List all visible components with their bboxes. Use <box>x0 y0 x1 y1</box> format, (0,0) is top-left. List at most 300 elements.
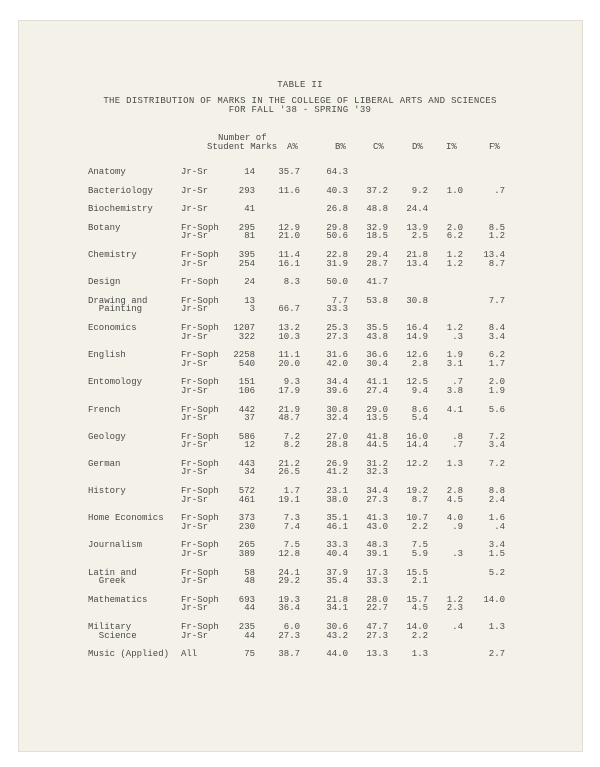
cell-i: 2.0 <box>446 222 463 233</box>
cell-f: 5.2 <box>488 567 505 578</box>
cell-b: 28.8 <box>326 440 348 451</box>
subject-name: Chemistry <box>88 249 137 260</box>
subject-group <box>0 487 600 504</box>
subject-name: French <box>88 404 121 415</box>
cell-i: .3 <box>452 331 463 342</box>
cell-b: 40.4 <box>326 549 348 560</box>
cell-c: 33.3 <box>366 576 388 587</box>
cell-a: 12.9 <box>278 222 300 233</box>
subject-group <box>0 650 600 659</box>
table-label: TABLE II <box>277 80 323 90</box>
cell-a: 20.0 <box>278 358 300 369</box>
cell-num: 295 <box>238 222 255 233</box>
table-row <box>0 205 600 214</box>
cell-b: 40.3 <box>326 185 348 196</box>
cell-i: 1.2 <box>446 322 463 333</box>
cell-c: 27.3 <box>366 494 388 505</box>
cell-num: 81 <box>244 231 255 242</box>
cell-a: 6.0 <box>283 622 300 632</box>
cell-a: 19.3 <box>278 594 300 605</box>
cell-d: 15.5 <box>406 567 428 578</box>
cell-b: 34.1 <box>326 603 348 614</box>
cell-class: Fr-Soph <box>181 322 219 333</box>
cell-d: 9.2 <box>411 185 428 196</box>
cell-a: 36.4 <box>278 603 300 614</box>
header-a: A% <box>287 142 298 152</box>
cell-c: 31.2 <box>366 458 388 469</box>
header-d: D% <box>412 142 423 152</box>
cell-f: 7.2 <box>488 458 505 469</box>
cell-b: 30.8 <box>326 404 348 415</box>
cell-f: 8.8 <box>488 486 505 497</box>
cell-d: 2.2 <box>411 630 428 641</box>
subject-group <box>0 187 600 196</box>
cell-class: Fr-Soph <box>181 513 219 524</box>
subject-group <box>0 324 600 341</box>
cell-b: 31.9 <box>326 258 348 269</box>
cell-c: 28.7 <box>366 258 388 269</box>
cell-b: 25.3 <box>326 322 348 333</box>
cell-class: Jr-Sr <box>181 467 209 478</box>
subject-group <box>0 623 600 640</box>
cell-class: Jr-Sr <box>181 494 209 505</box>
cell-num: 322 <box>238 331 255 342</box>
cell-d: 5.9 <box>411 549 428 560</box>
cell-b: 35.4 <box>326 576 348 587</box>
table-row <box>0 351 600 360</box>
cell-a: 21.0 <box>278 231 300 242</box>
cell-class: Jr-Sr <box>181 331 209 342</box>
cell-c: 13.5 <box>366 413 388 424</box>
cell-b: 21.8 <box>326 594 348 605</box>
cell-a: 8.3 <box>283 277 300 288</box>
cell-a: 8.2 <box>283 440 300 451</box>
cell-d: 21.8 <box>406 249 428 260</box>
cell-c: 29.4 <box>366 249 388 260</box>
cell-b: 35.1 <box>326 513 348 524</box>
cell-num: 265 <box>238 540 255 551</box>
table-row <box>0 360 600 369</box>
subject-group <box>0 541 600 558</box>
cell-c: 32.3 <box>366 467 388 478</box>
cell-class: Jr-Sr <box>181 549 209 560</box>
table-row <box>0 260 600 269</box>
cell-b: 7.7 <box>331 295 348 306</box>
table-row <box>0 460 600 469</box>
subject-name: Music (Applied) <box>88 649 170 660</box>
cell-class: Jr-Sr <box>181 167 209 177</box>
subject-name: Painting <box>88 304 143 315</box>
cell-num: 58 <box>244 567 255 578</box>
cell-d: 9.4 <box>411 385 428 396</box>
cell-c: 22.7 <box>366 603 388 614</box>
subject-group <box>0 514 600 531</box>
cell-c: 43.0 <box>366 521 388 532</box>
cell-a: 7.3 <box>283 513 300 524</box>
cell-f: 2.7 <box>488 649 505 660</box>
cell-i: 3.1 <box>446 358 463 369</box>
cell-b: 39.6 <box>326 385 348 396</box>
cell-class: Fr-Soph <box>181 249 219 260</box>
cell-num: 442 <box>238 404 255 415</box>
subject-group <box>0 460 600 477</box>
cell-a: 38.7 <box>278 649 300 660</box>
cell-class: Jr-Sr <box>181 440 209 451</box>
cell-class: Fr-Soph <box>181 222 219 233</box>
table-row <box>0 577 600 586</box>
cell-a: 26.5 <box>278 467 300 478</box>
cell-d: 2.2 <box>411 521 428 532</box>
cell-a: 11.6 <box>278 185 300 196</box>
cell-c: 41.7 <box>366 277 388 288</box>
cell-num: 693 <box>238 594 255 605</box>
cell-class: Jr-Sr <box>181 231 209 242</box>
table-title-line2: FOR FALL '38 - SPRING '39 <box>228 105 372 115</box>
cell-c: 30.4 <box>366 358 388 369</box>
cell-i: 1.2 <box>446 258 463 269</box>
cell-c: 48.3 <box>366 540 388 551</box>
cell-a: 66.7 <box>278 304 300 315</box>
cell-class: Jr-Sr <box>181 413 209 424</box>
cell-f: 8.4 <box>488 322 505 333</box>
cell-class: Jr-Sr <box>181 185 209 196</box>
cell-i: .9 <box>452 521 463 532</box>
subject-name: Economics <box>88 322 137 333</box>
cell-num: 75 <box>244 649 255 660</box>
subject-name: Entomology <box>88 377 143 388</box>
cell-d: 14.0 <box>406 622 428 632</box>
cell-num: 461 <box>238 494 255 505</box>
cell-d: 8.7 <box>411 494 428 505</box>
cell-c: 39.1 <box>366 549 388 560</box>
cell-b: 27.3 <box>326 331 348 342</box>
cell-num: 395 <box>238 249 255 260</box>
subject-group <box>0 297 600 314</box>
cell-class: Jr-Sr <box>181 258 209 269</box>
cell-a: 21.9 <box>278 404 300 415</box>
table-row <box>0 523 600 532</box>
cell-class: Fr-Soph <box>181 295 219 306</box>
cell-i: .7 <box>452 377 463 388</box>
cell-a: 1.7 <box>283 486 300 497</box>
cell-class: Fr-Soph <box>181 567 219 578</box>
cell-a: 35.7 <box>278 167 300 177</box>
cell-d: 2.1 <box>411 576 428 587</box>
cell-b: 30.6 <box>326 622 348 632</box>
cell-num: 572 <box>238 486 255 497</box>
cell-num: 44 <box>244 630 255 641</box>
cell-f: 3.4 <box>488 440 505 451</box>
table-row <box>0 433 600 442</box>
cell-num: 24 <box>244 277 255 288</box>
header-b: B% <box>335 142 346 152</box>
cell-d: 12.2 <box>406 458 428 469</box>
cell-class: Fr-Soph <box>181 350 219 361</box>
subject-name: Design <box>88 277 121 288</box>
subject-name: Military <box>88 622 132 632</box>
cell-f: 1.5 <box>488 549 505 560</box>
subject-group <box>0 351 600 368</box>
cell-a: 7.2 <box>283 431 300 442</box>
cell-i: 1.2 <box>446 249 463 260</box>
header-f: F% <box>489 142 500 152</box>
subject-name: Journalism <box>88 540 143 551</box>
cell-f: 2.0 <box>488 377 505 388</box>
cell-class: Jr-Sr <box>181 576 209 587</box>
cell-d: 1.3 <box>411 649 428 660</box>
cell-class: Fr-Soph <box>181 458 219 469</box>
table-row <box>0 333 600 342</box>
subject-name: History <box>88 486 126 497</box>
cell-class: Jr-Sr <box>181 304 209 315</box>
cell-i: 2.8 <box>446 486 463 497</box>
cell-num: 48 <box>244 576 255 587</box>
cell-c: 36.6 <box>366 350 388 361</box>
marks-table <box>0 168 600 669</box>
cell-i: 1.2 <box>446 594 463 605</box>
cell-class: Fr-Soph <box>181 540 219 551</box>
table-row <box>0 187 600 196</box>
cell-d: 15.7 <box>406 594 428 605</box>
cell-i: 6.2 <box>446 231 463 242</box>
cell-d: 10.7 <box>406 513 428 524</box>
cell-class: Jr-Sr <box>181 358 209 369</box>
table-row <box>0 541 600 550</box>
subject-group <box>0 278 600 287</box>
subject-name: English <box>88 350 126 361</box>
cell-num: 389 <box>238 549 255 560</box>
table-row <box>0 596 600 605</box>
subject-name: Biochemistry <box>88 204 153 215</box>
cell-a: 17.9 <box>278 385 300 396</box>
cell-d: 13.9 <box>406 222 428 233</box>
cell-a: 29.2 <box>278 576 300 587</box>
cell-c: 18.5 <box>366 231 388 242</box>
cell-b: 43.2 <box>326 630 348 641</box>
cell-c: 29.0 <box>366 404 388 415</box>
cell-num: 540 <box>238 358 255 369</box>
cell-c: 48.8 <box>366 204 388 215</box>
cell-i: 4.0 <box>446 513 463 524</box>
cell-d: 16.4 <box>406 322 428 333</box>
cell-i: 2.3 <box>446 603 463 614</box>
cell-num: 106 <box>238 385 255 396</box>
cell-f: 1.2 <box>488 231 505 242</box>
cell-d: 8.6 <box>411 404 428 415</box>
table-row <box>0 278 600 287</box>
cell-f: 8.7 <box>488 258 505 269</box>
cell-f: 7.7 <box>488 295 505 306</box>
cell-b: 29.8 <box>326 222 348 233</box>
cell-b: 34.4 <box>326 377 348 388</box>
cell-class: Jr-Sr <box>181 385 209 396</box>
cell-b: 32.4 <box>326 413 348 424</box>
cell-c: 27.4 <box>366 385 388 396</box>
cell-a: 21.2 <box>278 458 300 469</box>
cell-f: 13.4 <box>483 249 505 260</box>
cell-f: 1.9 <box>488 385 505 396</box>
cell-num: 443 <box>238 458 255 469</box>
cell-d: 24.4 <box>406 204 428 215</box>
cell-b: 42.0 <box>326 358 348 369</box>
cell-f: 1.6 <box>488 513 505 524</box>
cell-c: 17.3 <box>366 567 388 578</box>
cell-num: 254 <box>238 258 255 269</box>
table-row <box>0 414 600 423</box>
table-row <box>0 650 600 659</box>
cell-i: 4.1 <box>446 404 463 415</box>
table-row <box>0 232 600 241</box>
cell-class: Fr-Soph <box>181 622 219 632</box>
cell-f: 1.3 <box>488 622 505 632</box>
cell-num: 13 <box>244 295 255 306</box>
cell-d: 2.8 <box>411 358 428 369</box>
cell-i: 1.3 <box>446 458 463 469</box>
subject-name: Drawing and <box>88 295 148 306</box>
cell-class: Jr-Sr <box>181 630 209 641</box>
cell-a: 19.1 <box>278 494 300 505</box>
cell-d: 7.5 <box>411 540 428 551</box>
cell-c: 27.3 <box>366 630 388 641</box>
cell-num: 2258 <box>233 350 255 361</box>
cell-d: 5.4 <box>411 413 428 424</box>
cell-b: 50.0 <box>326 277 348 288</box>
cell-class: Jr-Sr <box>181 204 209 215</box>
subject-name: Mathematics <box>88 594 148 605</box>
cell-class: Jr-Sr <box>181 603 209 614</box>
subject-name: Science <box>88 630 137 641</box>
cell-c: 44.5 <box>366 440 388 451</box>
subject-name: Botany <box>88 222 121 233</box>
cell-d: 14.4 <box>406 440 428 451</box>
cell-c: 35.5 <box>366 322 388 333</box>
cell-f: 14.0 <box>483 594 505 605</box>
cell-c: 32.9 <box>366 222 388 233</box>
cell-a: 48.7 <box>278 413 300 424</box>
cell-b: 27.0 <box>326 431 348 442</box>
cell-f: .4 <box>494 521 505 532</box>
cell-i: 3.8 <box>446 385 463 396</box>
table-row <box>0 441 600 450</box>
cell-b: 26.8 <box>326 204 348 215</box>
cell-a: 9.3 <box>283 377 300 388</box>
subject-group <box>0 251 600 268</box>
subject-group <box>0 224 600 241</box>
table-row <box>0 604 600 613</box>
cell-b: 46.1 <box>326 521 348 532</box>
cell-d: 30.8 <box>406 295 428 306</box>
cell-b: 22.8 <box>326 249 348 260</box>
cell-b: 33.3 <box>326 304 348 315</box>
header-c: C% <box>373 142 384 152</box>
cell-num: 44 <box>244 603 255 614</box>
cell-c: 37.2 <box>366 185 388 196</box>
cell-num: 230 <box>238 521 255 532</box>
cell-f: .7 <box>494 185 505 196</box>
cell-d: 16.0 <box>406 431 428 442</box>
cell-d: 4.5 <box>411 603 428 614</box>
cell-d: 12.5 <box>406 377 428 388</box>
subject-name: Home Economics <box>88 513 164 524</box>
cell-class: Fr-Soph <box>181 594 219 605</box>
cell-num: 151 <box>238 377 255 388</box>
table-title-line1: THE DISTRIBUTION OF MARKS IN THE COLLEGE OF LIBERAL ARTS AND SCIENCES <box>103 96 497 106</box>
cell-f: 7.2 <box>488 431 505 442</box>
table-row <box>0 550 600 559</box>
cell-a: 7.5 <box>283 540 300 551</box>
cell-d: 2.5 <box>411 231 428 242</box>
cell-b: 50.6 <box>326 231 348 242</box>
subject-group <box>0 406 600 423</box>
cell-a: 27.3 <box>278 630 300 641</box>
cell-a: 7.4 <box>283 521 300 532</box>
cell-num: 14 <box>244 167 255 177</box>
cell-a: 11.4 <box>278 249 300 260</box>
subject-name: Geology <box>88 431 126 442</box>
subject-group <box>0 433 600 450</box>
cell-num: 34 <box>244 467 255 478</box>
cell-i: .7 <box>452 440 463 451</box>
table-row <box>0 378 600 387</box>
subject-name: Anatomy <box>88 167 126 177</box>
subject-group <box>0 569 600 586</box>
cell-b: 38.0 <box>326 494 348 505</box>
cell-f: 8.5 <box>488 222 505 233</box>
cell-c: 41.3 <box>366 513 388 524</box>
cell-d: 12.6 <box>406 350 428 361</box>
cell-f: 1.7 <box>488 358 505 369</box>
table-row <box>0 387 600 396</box>
cell-class: Jr-Sr <box>181 521 209 532</box>
cell-i: 1.0 <box>446 185 463 196</box>
cell-c: 41.8 <box>366 431 388 442</box>
subject-group <box>0 168 600 177</box>
cell-class: Fr-Soph <box>181 377 219 388</box>
table-row <box>0 496 600 505</box>
subject-name: German <box>88 458 121 469</box>
cell-i: .4 <box>452 622 463 632</box>
table-row <box>0 468 600 477</box>
cell-b: 23.1 <box>326 486 348 497</box>
header-i: I% <box>446 142 457 152</box>
cell-b: 44.0 <box>326 649 348 660</box>
cell-c: 47.7 <box>366 622 388 632</box>
subject-group <box>0 205 600 214</box>
subject-group <box>0 596 600 613</box>
cell-b: 64.3 <box>326 167 348 177</box>
cell-b: 37.9 <box>326 567 348 578</box>
cell-num: 37 <box>244 413 255 424</box>
subject-group <box>0 378 600 395</box>
table-row <box>0 224 600 233</box>
cell-i: 1.9 <box>446 350 463 361</box>
cell-a: 16.1 <box>278 258 300 269</box>
cell-i: 4.5 <box>446 494 463 505</box>
cell-class: Fr-Soph <box>181 431 219 442</box>
cell-num: 41 <box>244 204 255 215</box>
cell-c: 43.8 <box>366 331 388 342</box>
cell-b: 41.2 <box>326 467 348 478</box>
table-row <box>0 251 600 260</box>
cell-num: 586 <box>238 431 255 442</box>
cell-b: 33.3 <box>326 540 348 551</box>
cell-class: Fr-Soph <box>181 277 219 288</box>
cell-a: 12.8 <box>278 549 300 560</box>
cell-d: 14.9 <box>406 331 428 342</box>
cell-i: .3 <box>452 549 463 560</box>
cell-f: 6.2 <box>488 350 505 361</box>
cell-a: 24.1 <box>278 567 300 578</box>
